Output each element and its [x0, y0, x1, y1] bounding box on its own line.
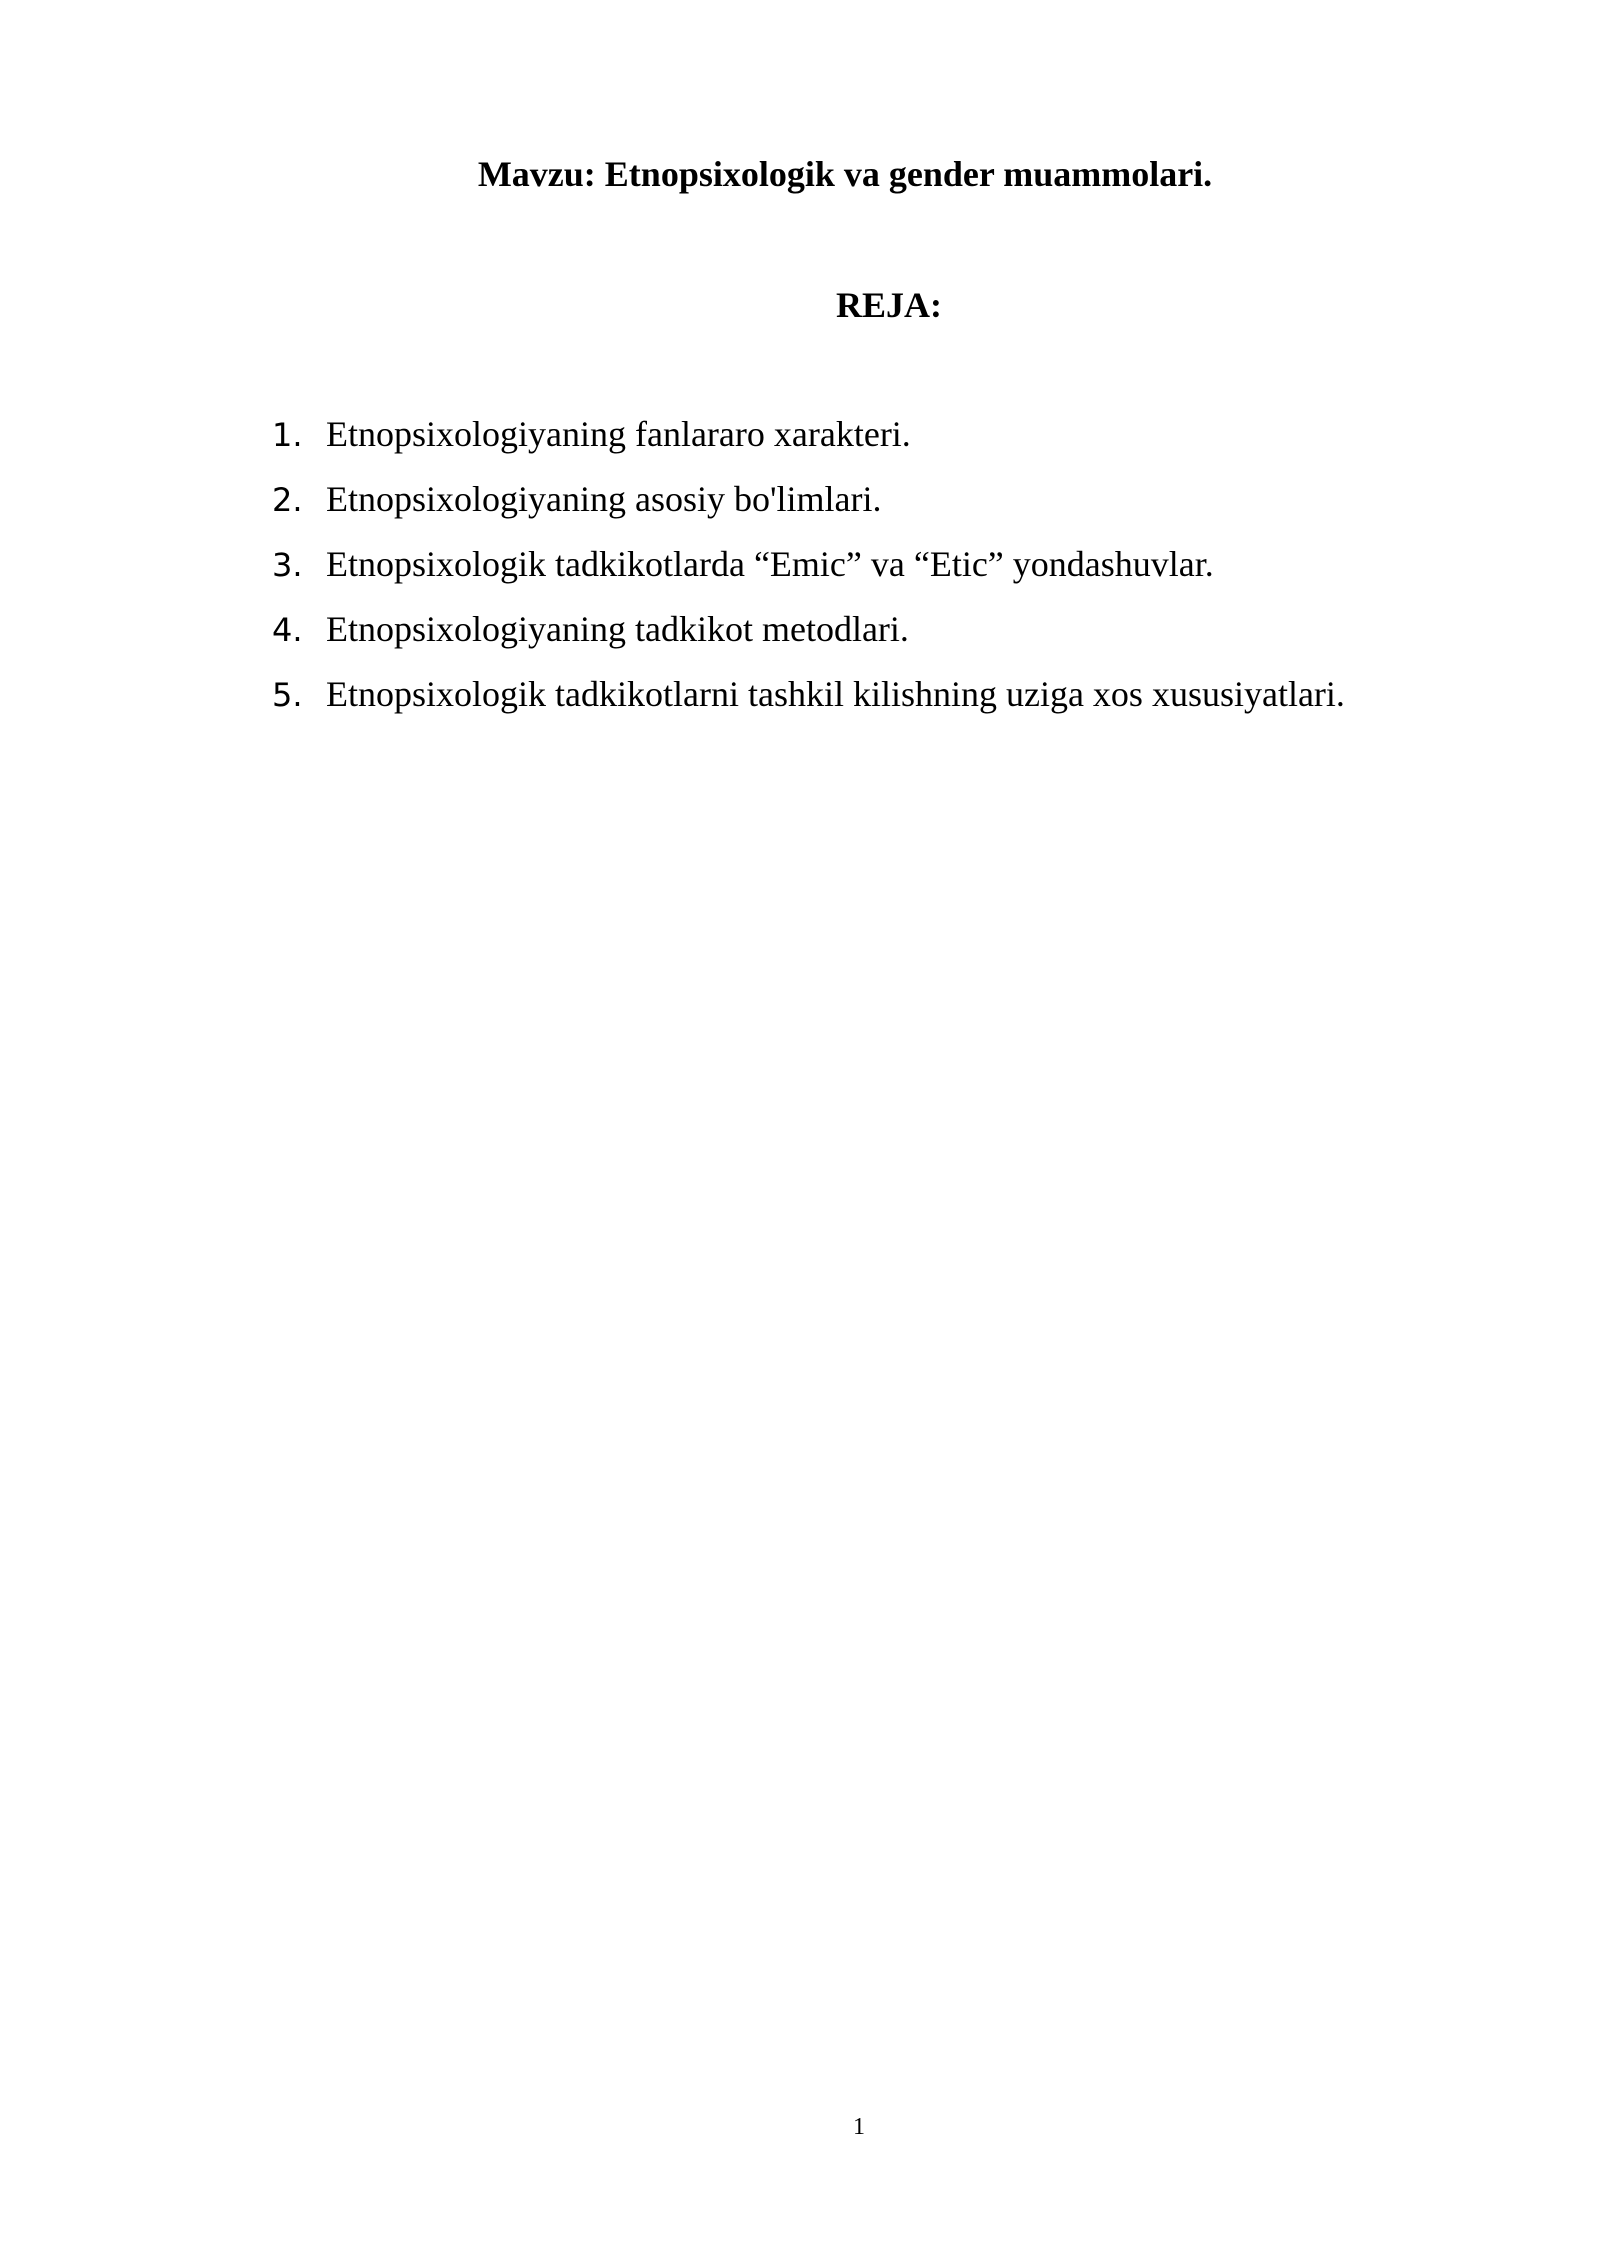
plan-item-number: 5. [272, 676, 303, 714]
plan-item-number: 4. [272, 611, 303, 649]
plan-item-number: 1. [272, 416, 303, 454]
page-number: 1 [853, 2114, 865, 2140]
plan-item-number: 3. [272, 546, 303, 584]
plan-item-text: Etnopsixologik tadkikotlarda “Emic” va “Etic” yondashuvlar. [326, 544, 1214, 584]
plan-item-text: Etnopsixologiyaning asosiy bo'limlari. [326, 479, 882, 519]
plan-item [272, 477, 1345, 542]
document-title: Mavzu: Etnopsixologik va gender muammolari. [477, 154, 1213, 194]
plan-item-text: Etnopsixologiyaning tadkikot metodlari. [326, 609, 909, 649]
plan-item [272, 542, 1345, 607]
plan-heading: REJA: [836, 285, 942, 325]
plan-item [272, 607, 1345, 672]
plan-item-text: Etnopsixologiyaning fanlararo xarakteri. [326, 414, 911, 454]
plan-item-text: Etnopsixologik tadkikotlarni tashkil kilishning uziga xos xususiyatlari. [326, 674, 1345, 714]
plan-item [272, 672, 1345, 737]
plan-item [272, 412, 1345, 477]
plan-item-number: 2. [272, 481, 303, 519]
plan-list [272, 412, 1345, 737]
